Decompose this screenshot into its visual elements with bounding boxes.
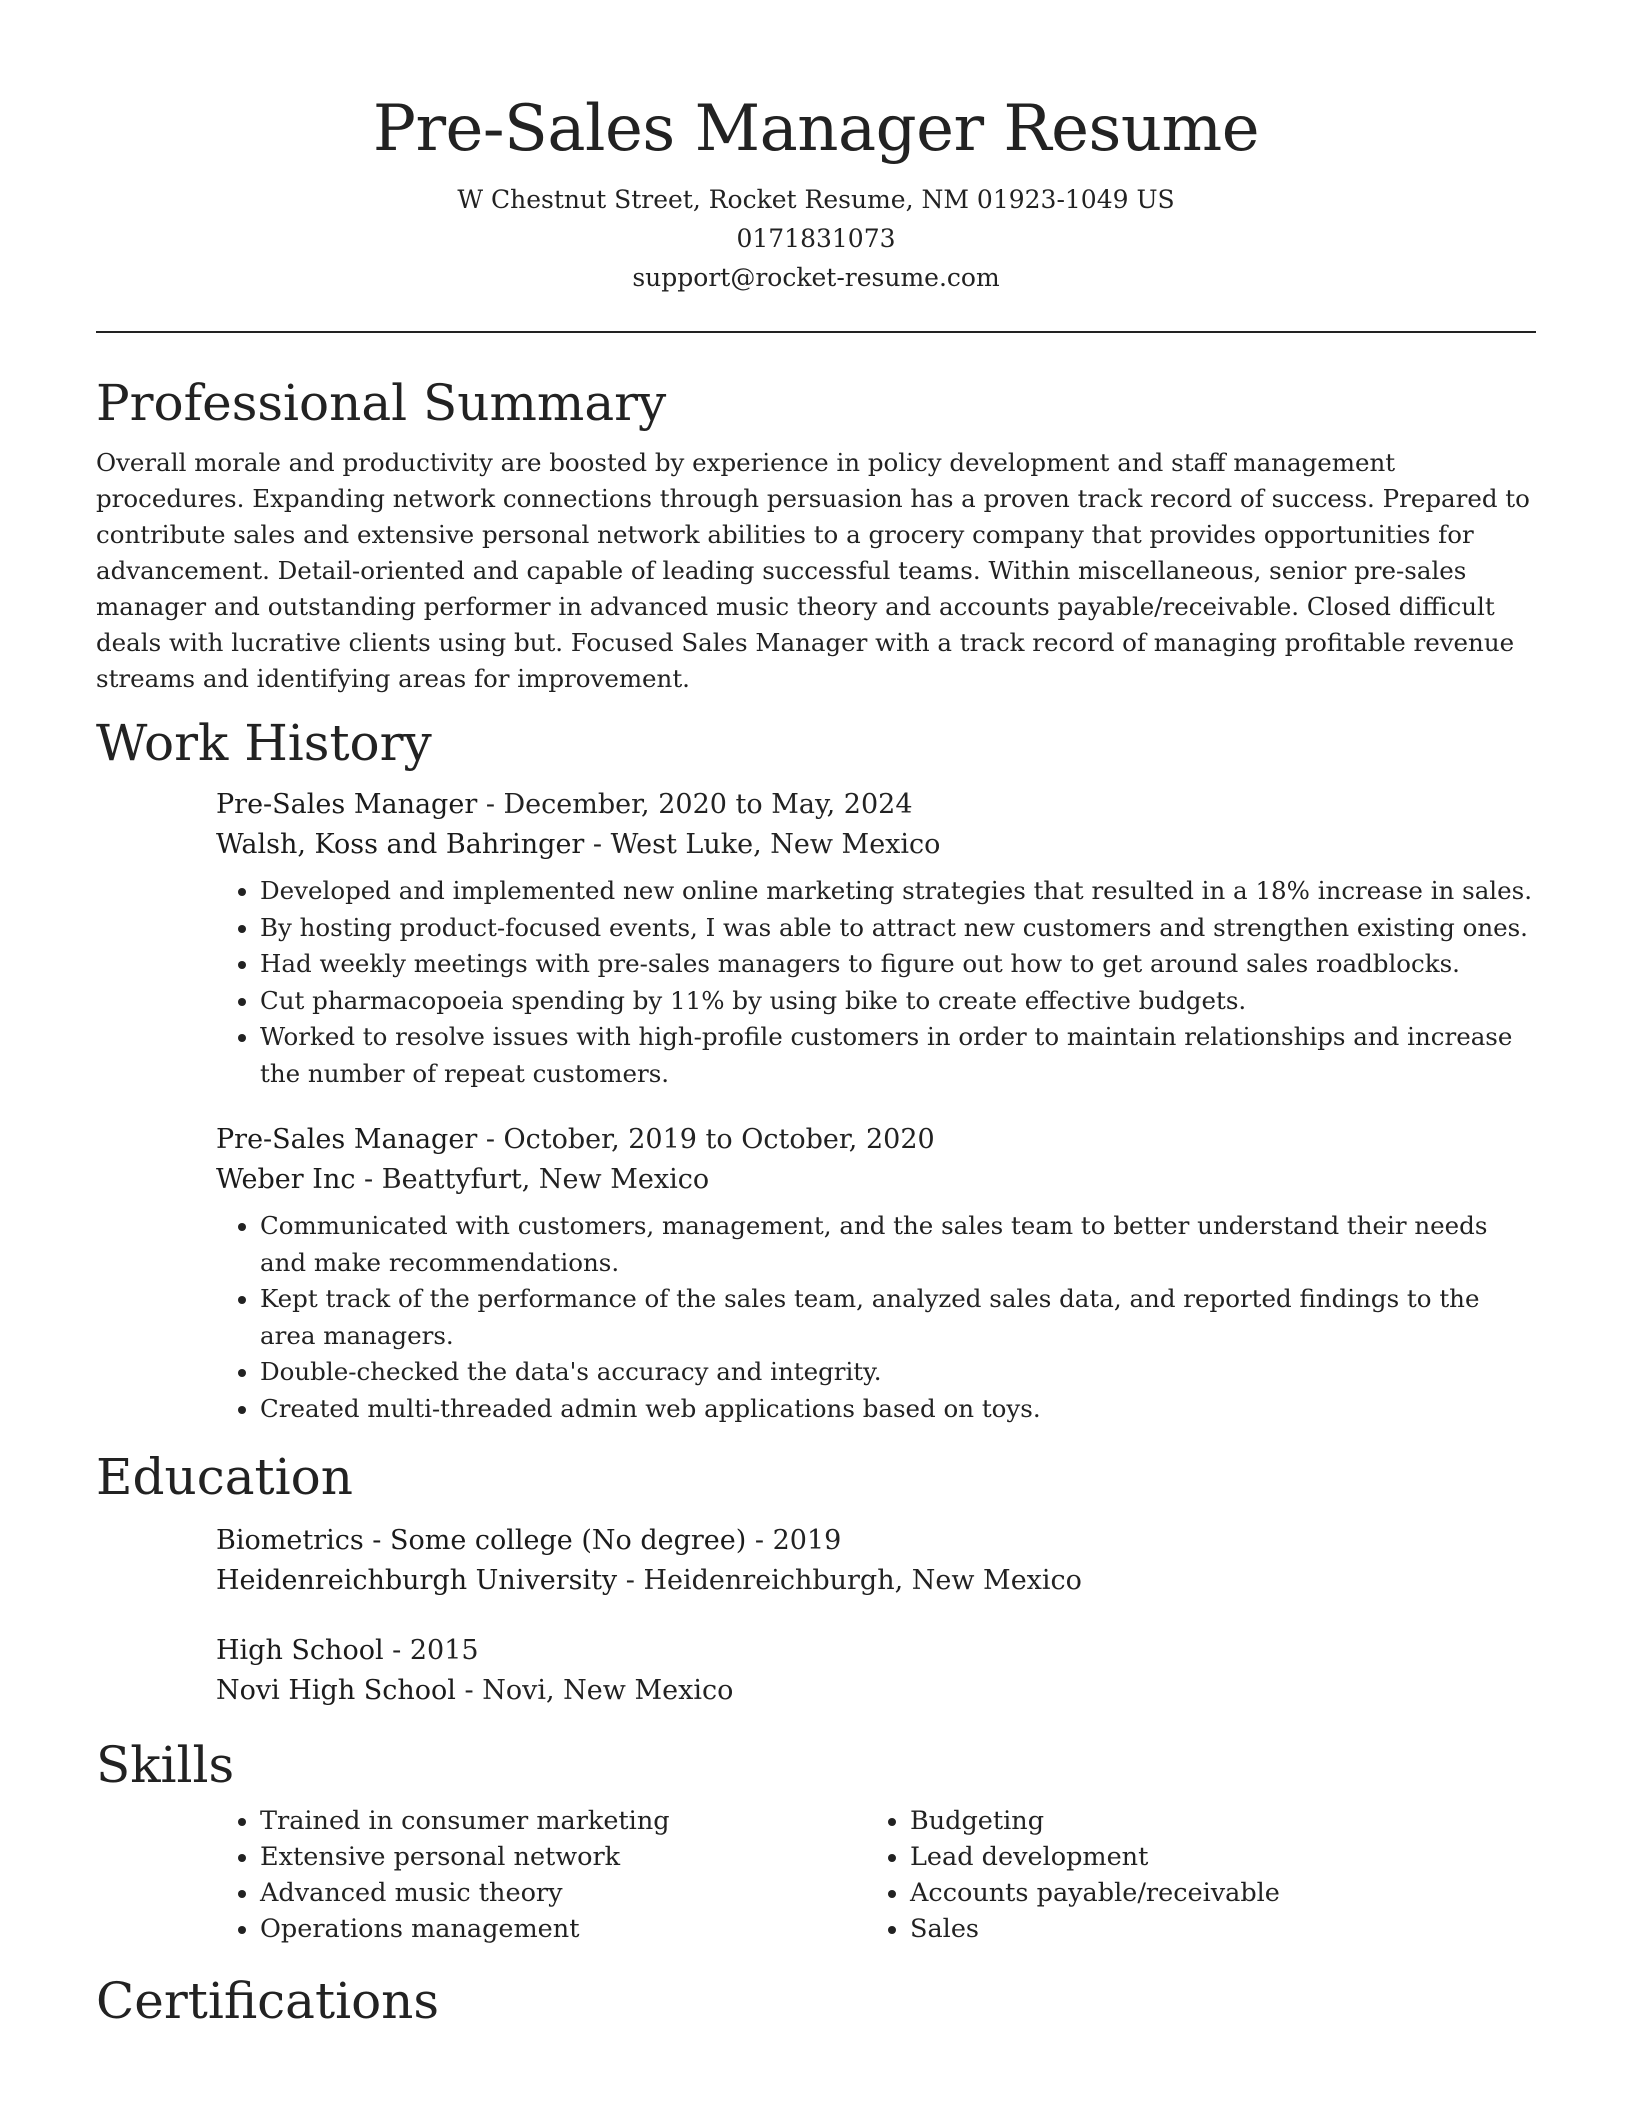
contact-email: support@rocket-resume.com (632, 263, 1000, 292)
skill-item: • Budgeting (910, 1803, 1516, 1839)
section-heading-work-history: Work History (96, 714, 432, 772)
skill-item: • Operations management (260, 1911, 866, 1947)
education-school-line (216, 1671, 1536, 1711)
skill-item: • Trained in consumer marketing (260, 1803, 866, 1839)
job-dates: - October, 2019 to October, 2020 (477, 1124, 935, 1155)
skill-item: • Sales (910, 1911, 1516, 1947)
certifications-section (96, 1969, 1536, 2033)
job-bullet: • Developed and implemented new online marketing strategies that resulted in a 18% increase in sales. (260, 873, 1536, 910)
job-company-line (216, 825, 1536, 865)
job-title-line (216, 785, 1536, 825)
skills-list-left (216, 1803, 866, 1947)
job-bullet: • Cut pharmacopoeia spending by 11% by using bike to create effective budgets. (260, 983, 1536, 1020)
education-school: Heidenreichburgh University (216, 1565, 618, 1596)
education-year: - 2015 (383, 1635, 479, 1666)
job-title-line (216, 1120, 1536, 1160)
job-entry (216, 1120, 1536, 1427)
education-degree: High School (216, 1635, 384, 1666)
job-entry (216, 785, 1536, 1092)
job-company-line (216, 1160, 1536, 1200)
education-year: - 2019 (746, 1525, 842, 1556)
resume-title: Pre-Sales Manager Resume (372, 92, 1260, 166)
education-location: - Novi, New Mexico (455, 1675, 734, 1706)
job-bullet: • By hosting product-focused events, I was able to attract new customers and strengthen existing ones. (260, 910, 1536, 947)
job-location: - West Luke, New Mexico (584, 829, 941, 860)
contact-block (96, 180, 1536, 297)
job-dates: - December, 2020 to May, 2024 (477, 789, 913, 820)
summary-text: Overall morale and productivity are boosted by experience in policy development and staff management procedures. Expanding network connections through persuasion has a proven track record of success. Prepared to contribute sales and extensive personal network abilities to a grocery company that provides opportunities for advancement. Detail-oriented and capable of leading successful teams. Within miscellaneous, senior pre-sales manager and outstanding performer in advanced music theory and accounts payable/receivable. Closed difficult deals with lucrative clients using but. Focused Sales Manager with a track record of managing profitable revenue streams and identifying areas for improvement. (96, 448, 1530, 693)
resume-page (96, 0, 1536, 2033)
skill-item: • Lead development (910, 1839, 1516, 1875)
skill-item: • Advanced music theory (260, 1875, 866, 1911)
education-location: - Heidenreichburgh, New Mexico (617, 1565, 1082, 1596)
skill-item: • Extensive personal network (260, 1839, 866, 1875)
section-heading-skills: Skills (96, 1736, 235, 1794)
education-degree-line (216, 1631, 1536, 1671)
job-bullet: • Had weekly meetings with pre-sales managers to figure out how to get around sales roadblocks. (260, 946, 1536, 983)
education-school-line (216, 1561, 1536, 1601)
section-heading-summary: Professional Summary (96, 374, 667, 432)
education-entry (216, 1521, 1536, 1601)
job-company: Walsh, Koss and Bahringer (216, 829, 585, 860)
job-bullet-list (216, 873, 1536, 1092)
job-bullet: • Communicated with customers, management, and the sales team to better understand their needs and make recommendations. (260, 1208, 1536, 1281)
education-section (96, 1445, 1536, 1711)
job-bullet-list (216, 1208, 1536, 1427)
contact-address: W Chestnut Street, Rocket Resume, NM 01923-1049 US (457, 185, 1175, 214)
education-degree-line (216, 1521, 1536, 1561)
education-degree: Biometrics - Some college (No degree) (216, 1525, 747, 1556)
skill-item: • Accounts payable/receivable (910, 1875, 1516, 1911)
job-title: Pre-Sales Manager (216, 1124, 478, 1155)
job-company: Weber Inc (216, 1164, 356, 1195)
skills-section (96, 1733, 1536, 1947)
section-heading-certifications: Certifications (96, 1972, 440, 2030)
education-entry (216, 1631, 1536, 1711)
job-title: Pre-Sales Manager (216, 789, 478, 820)
header-divider (96, 331, 1536, 333)
summary-section (96, 371, 1536, 697)
section-heading-education: Education (96, 1448, 353, 1506)
job-bullet: • Kept track of the performance of the sales team, analyzed sales data, and reported findings to the area managers. (260, 1281, 1536, 1354)
education-school: Novi High School (216, 1675, 456, 1706)
job-bullet: • Created multi-threaded admin web applications based on toys. (260, 1391, 1536, 1428)
job-location: - Beattyfurt, New Mexico (355, 1164, 710, 1195)
skills-grid (216, 1803, 1536, 1947)
contact-phone: 0171831073 (736, 224, 896, 253)
job-bullet: • Worked to resolve issues with high-profile customers in order to maintain relationships and increase the number of repeat customers. (260, 1019, 1536, 1092)
job-bullet: • Double-checked the data's accuracy and integrity. (260, 1354, 1536, 1391)
skills-list-right (866, 1803, 1516, 1947)
work-history-section (96, 711, 1536, 1427)
